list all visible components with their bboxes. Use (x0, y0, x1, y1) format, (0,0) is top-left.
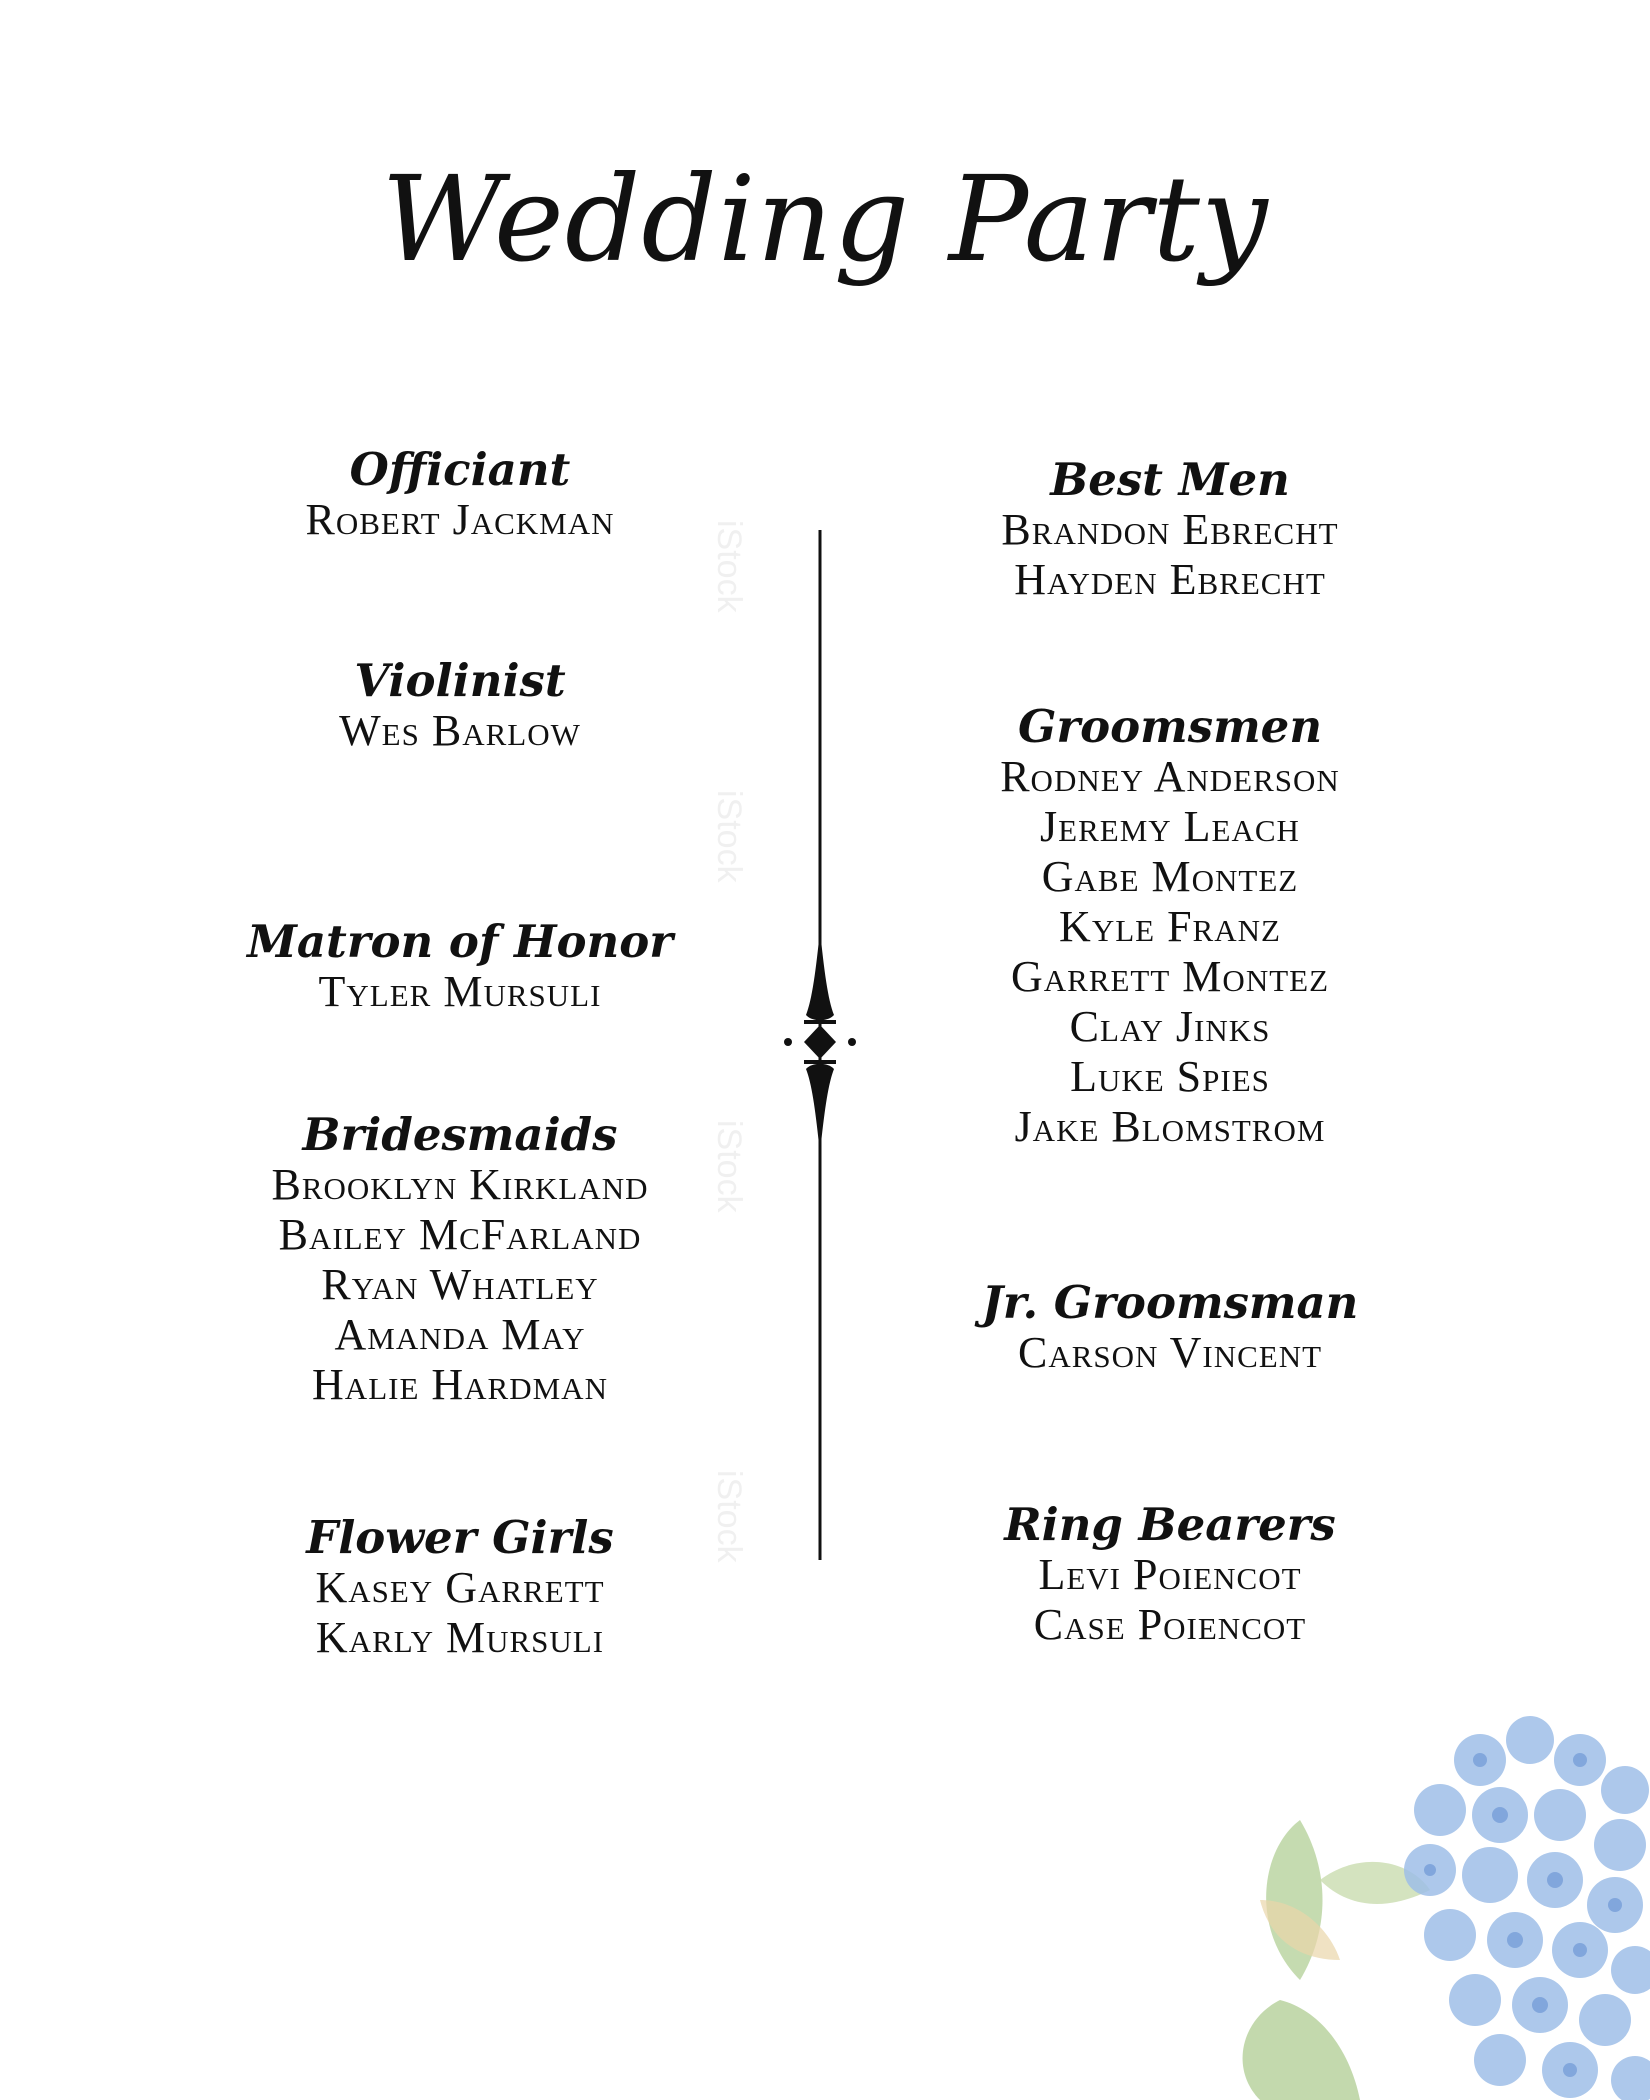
role-heading: Violinist (354, 654, 566, 707)
watermark-text: iStock (710, 1470, 748, 1563)
watermark-text: iStock (710, 790, 748, 883)
list-item: Hayden Ebrecht (1014, 555, 1326, 604)
name-list (220, 495, 700, 545)
name-list (930, 1550, 1410, 1650)
name-list (220, 967, 700, 1017)
list-item: Halie Hardman (312, 1360, 608, 1409)
list-item: Amanda May (334, 1310, 586, 1359)
role-heading: Matron of Honor (247, 915, 673, 968)
list-item: Carson Vincent (1017, 1328, 1323, 1377)
name-list (220, 706, 700, 756)
list-item: Karly Mursuli (315, 1613, 605, 1662)
name-list (220, 1563, 700, 1663)
left-column (220, 0, 700, 2100)
list-item: Kyle Franz (1059, 902, 1281, 951)
list-item: Luke Spies (1070, 1052, 1270, 1101)
role-heading: Bridesmaids (302, 1108, 618, 1161)
role-heading: Jr. Groomsman (981, 1276, 1359, 1329)
name-list (930, 752, 1410, 1152)
list-item: Brandon Ebrecht (1001, 505, 1339, 554)
list-item: Jake Blomstrom (1014, 1102, 1326, 1151)
role-heading: Best Men (1050, 453, 1290, 506)
list-item: Bailey McFarland (278, 1210, 642, 1259)
section-best-men (930, 455, 1410, 605)
section-officiant (220, 445, 700, 545)
section-matron-of-honor (220, 917, 700, 1017)
role-heading: Officiant (349, 443, 571, 496)
section-groomsmen (930, 702, 1410, 1152)
section-jr-groomsman (930, 1278, 1410, 1378)
list-item: Levi Poiencot (1038, 1550, 1302, 1599)
name-list (220, 1160, 700, 1410)
page-title: Wedding Party (381, 150, 1269, 288)
list-item: Garrett Montez (1010, 952, 1330, 1001)
list-item: Jeremy Leach (1040, 802, 1300, 851)
list-item: Robert Jackman (305, 495, 615, 544)
ornament-divider-icon (780, 530, 860, 1560)
list-item: Wes Barlow (339, 706, 581, 755)
section-flower-girls (220, 1513, 700, 1663)
section-bridesmaids (220, 1110, 700, 1410)
name-list (930, 1328, 1410, 1378)
list-item: Clay Jinks (1069, 1002, 1271, 1051)
list-item: Gabe Montez (1041, 852, 1299, 901)
list-item: Ryan Whatley (321, 1260, 599, 1309)
role-heading: Ring Bearers (1004, 1498, 1336, 1551)
list-item: Tyler Mursuli (318, 967, 602, 1016)
role-heading: Groomsmen (1017, 700, 1323, 753)
watermark-text: iStock (710, 1120, 748, 1213)
section-violinist (220, 656, 700, 756)
list-item: Brooklyn Kirkland (271, 1160, 649, 1209)
list-item: Rodney Anderson (1000, 752, 1340, 801)
list-item: Kasey Garrett (315, 1563, 605, 1612)
name-list (930, 505, 1410, 605)
section-ring-bearers (930, 1500, 1410, 1650)
hydrangea-flower-icon (1240, 1700, 1650, 2100)
watermark-text: iStock (710, 520, 748, 613)
list-item: Case Poiencot (1033, 1600, 1307, 1649)
role-heading: Flower Girls (306, 1511, 614, 1564)
